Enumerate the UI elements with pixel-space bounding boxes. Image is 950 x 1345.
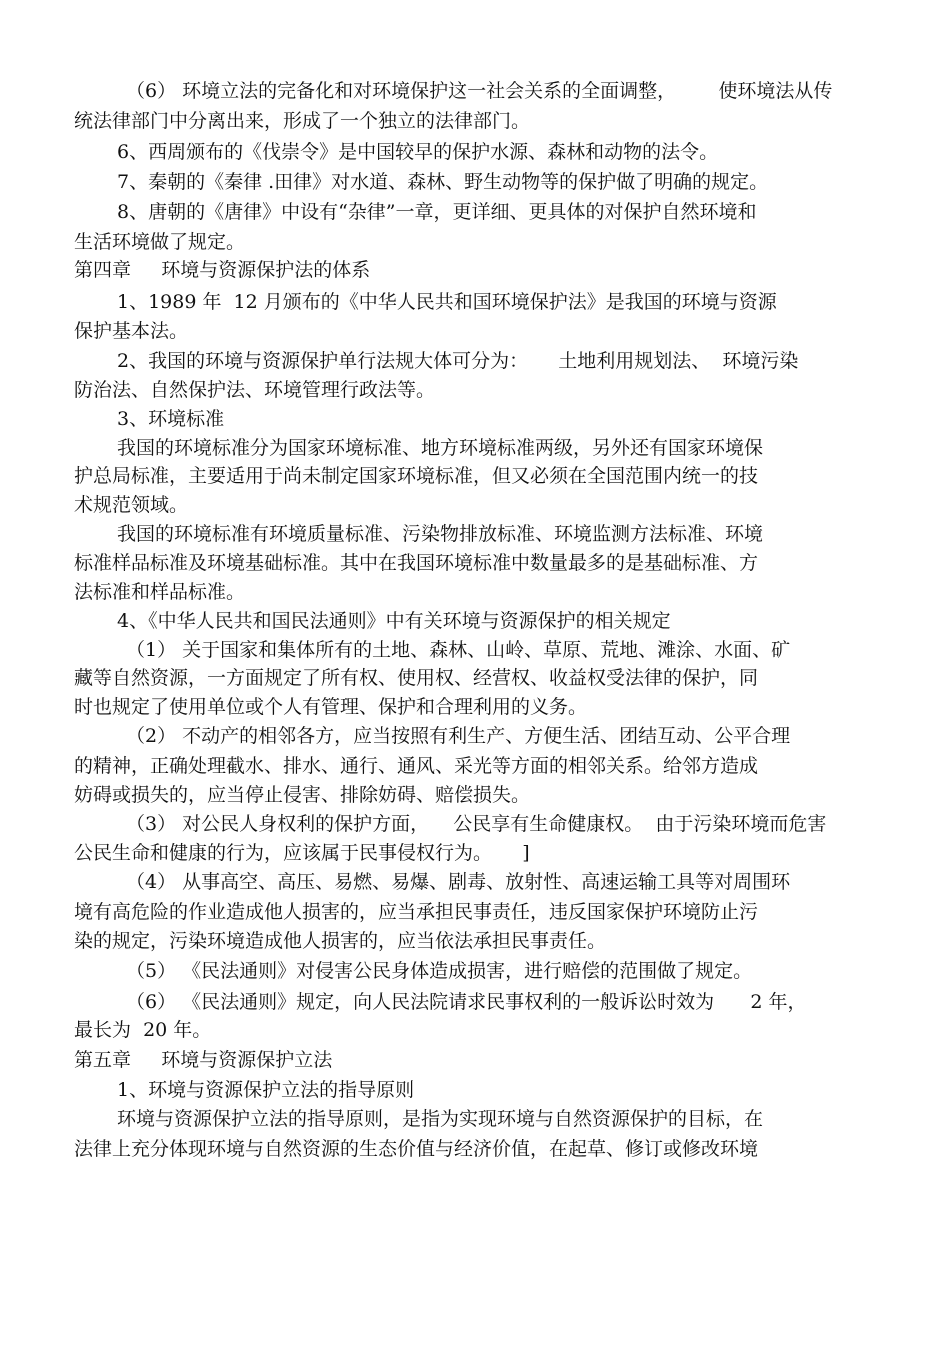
- text-line: 2、我国的环境与资源保护单行法规大体可分为： 土地利用规划法、 环境污染: [117, 350, 799, 372]
- text-line: 时也规定了使用单位或个人有管理、保护和合理利用的义务。: [74, 696, 588, 718]
- text-line: 的精神，正确处理截水、排水、通行、通风、采光等方面的相邻关系。给邻方造成: [74, 755, 759, 777]
- text-line: （3） 对公民人身权利的保护方面， 公民享有生命健康权。 由于污染环境而危害: [126, 813, 827, 835]
- chapter-heading: 第四章 环境与资源保护法的体系: [74, 259, 371, 281]
- text-line: 标准样品标准及环境基础标准。其中在我国环境标准中数量最多的是基础标准、方: [74, 552, 759, 574]
- text-line: 法律上充分体现环境与自然资源的生态价值与经济价值，在起草、修订或修改环境: [74, 1138, 759, 1160]
- text-line: 术规范领域。: [74, 494, 189, 516]
- text-line: 7、秦朝的《秦律 .田律》对水道、森林、野生动物等的保护做了明确的规定。: [117, 171, 769, 193]
- text-line: 保护基本法。: [74, 320, 189, 342]
- text-line: 防治法、自然保护法、环境管理行政法等。: [74, 379, 436, 401]
- text-line: （4） 从事高空、高压、易燃、易爆、剧毒、放射性、高速运输工具等对周围环: [126, 871, 791, 893]
- text-line: 境有高危险的作业造成他人损害的，应当承担民事责任，违反国家保护环境防止污: [74, 901, 759, 923]
- text-line: 藏等自然资源，一方面规定了所有权、使用权、经营权、收益权受法律的保护，同: [74, 667, 759, 689]
- text-line: 法标准和样品标准。: [74, 581, 246, 603]
- text-line: 我国的环境标准分为国家环境标准、地方环境标准两级，另外还有国家环境保: [117, 437, 764, 459]
- text-line: 染的规定，污染环境造成他人损害的，应当依法承担民事责任。: [74, 930, 607, 952]
- chapter-heading: 第五章 环境与资源保护立法: [74, 1049, 333, 1071]
- text-line: 统法律部门中分离出来，形成了一个独立的法律部门。: [74, 110, 531, 132]
- text-line: （2） 不动产的相邻各方，应当按照有利生产、方便生活、团结互动、公平合理: [126, 725, 791, 747]
- text-line: 环境与资源保护立法的指导原则，是指为实现环境与自然资源保护的目标，在: [117, 1108, 764, 1130]
- text-line: 6、西周颁布的《伐崇令》是中国较早的保护水源、森林和动物的法令。: [117, 141, 719, 163]
- text-line: （1） 关于国家和集体所有的土地、森林、山岭、草原、荒地、滩涂、水面、矿: [126, 639, 791, 661]
- text-line: 最长为 20 年。: [74, 1019, 212, 1041]
- text-line: 公民生命和健康的行为，应该属于民事侵权行为。 ]: [74, 842, 530, 864]
- text-line: 1、1989 年 12 月颁布的《中华人民共和国环境保护法》是我国的环境与资源: [117, 291, 777, 313]
- text-line: 我国的环境标准有环境质量标准、污染物排放标准、环境监测方法标准、环境: [117, 523, 764, 545]
- section-heading: 1、环境与资源保护立法的指导原则: [117, 1079, 415, 1101]
- text-line: 8、唐朝的《唐律》中设有“杂律”一章，更详细、更具体的对保护自然环境和: [117, 201, 757, 223]
- text-line: 护总局标准，主要适用于尚未制定国家环境标准，但又必须在全国范围内统一的技: [74, 465, 759, 487]
- text-line: （6） 《民法通则》规定，向人民法院请求民事权利的一般诉讼时效为 2 年，: [126, 991, 807, 1013]
- text-line: （6） 环境立法的完备化和对环境保护这一社会关系的全面调整， 使环境法从传: [126, 80, 833, 102]
- section-heading: 3、环境标准: [117, 408, 225, 430]
- text-line: （5） 《民法通则》对侵害公民身体造成损害，进行赔偿的范围做了规定。: [126, 960, 753, 982]
- section-heading: 4、《中华人民共和国民法通则》中有关环境与资源保护的相关规定: [117, 610, 671, 632]
- text-line: 生活环境做了规定。: [74, 231, 246, 253]
- text-line: 妨碍或损失的，应当停止侵害、排除妨碍、赔偿损失。: [74, 784, 531, 806]
